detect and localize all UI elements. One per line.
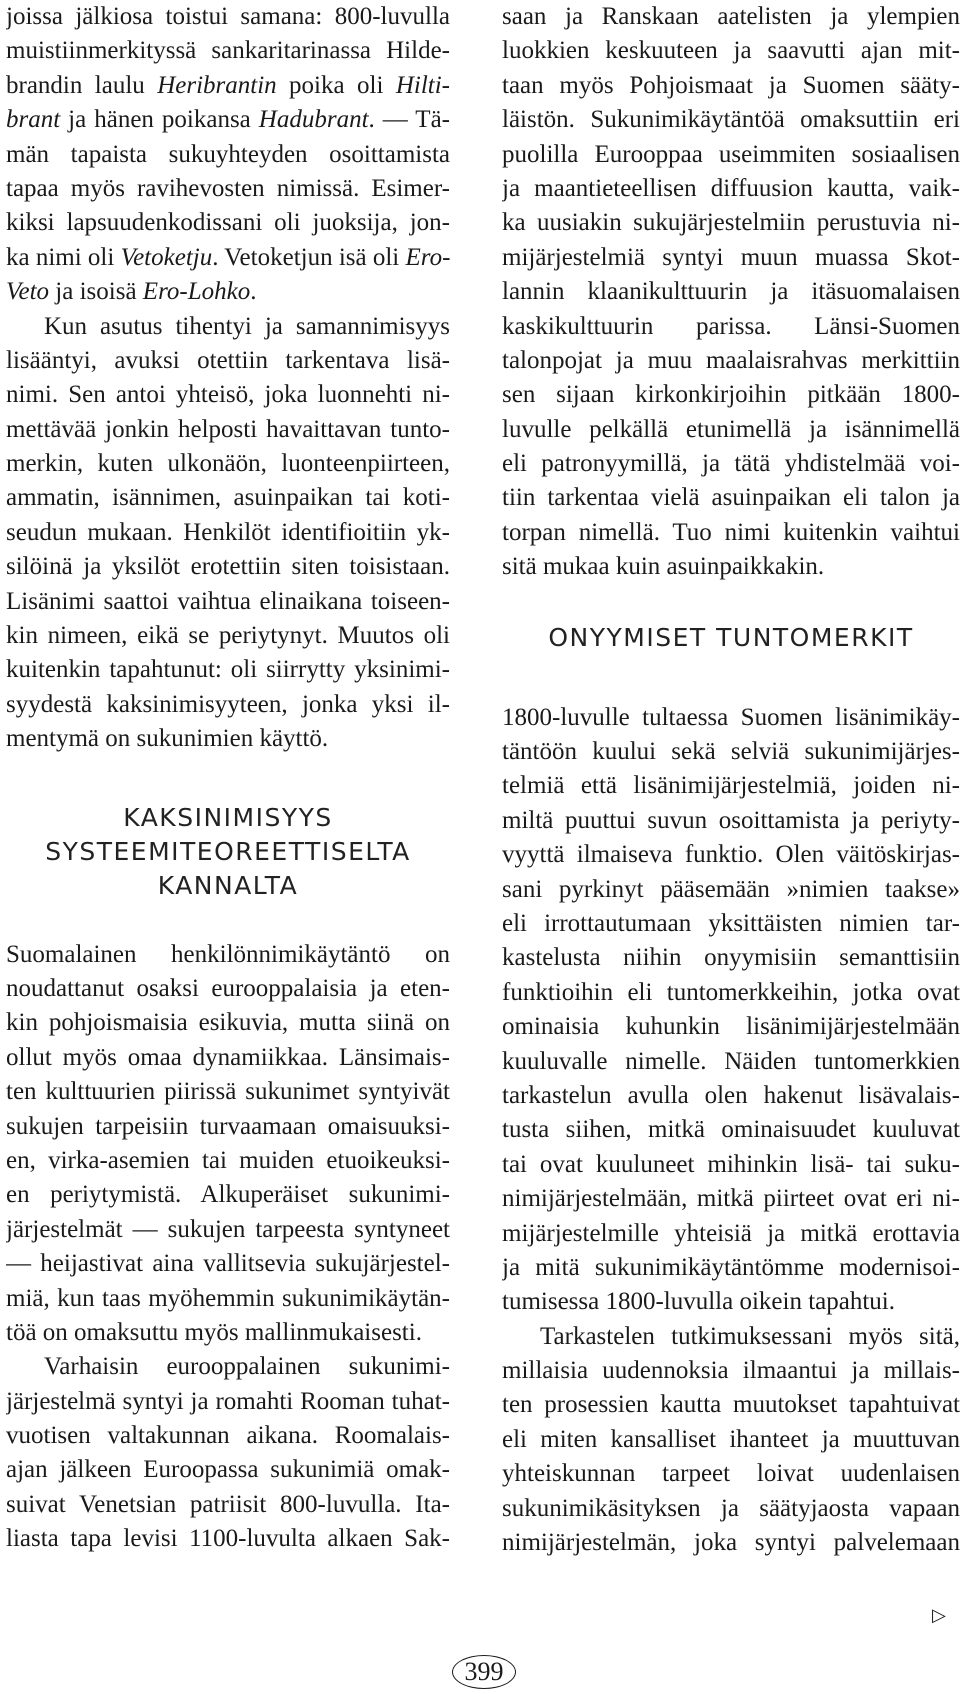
text-line: mijärjestelmiä syntyi muun muassa Skot-: [502, 243, 960, 271]
text-line: kin nimeen, eikä se periytynyt. Muutos oli: [6, 622, 450, 650]
text-line: vuotisen valtakunnan aikana. Roomalais-: [6, 1422, 450, 1450]
text-line: kaskikulttuurin parissa. Länsi-Suomen: [502, 312, 960, 340]
text-line: eli irrottautumaan yksittäisten nimien tar-: [502, 909, 960, 937]
text-line: en periytymistä. Alkuperäiset sukunimi-: [6, 1181, 450, 1209]
page-number: 399: [452, 1655, 516, 1689]
name-eroveto-part: Veto: [6, 278, 50, 306]
text-line: eli miten kansalliset ihanteet ja muuttuvan: [502, 1425, 960, 1453]
text-line: ajan jälkeen Euroopassa sukunimiä omak-: [6, 1456, 450, 1484]
text-line: ten prosessien kautta muutokset tapahtuivat: [502, 1391, 960, 1419]
text-line: talonpojat ja muu maalaisrahvas merkittiin: [502, 346, 960, 374]
text-line: [6, 275, 450, 309]
text-line: ja mitä sukunimikäytäntömme modernisoi-: [502, 1253, 960, 1281]
text-line: millaisia uudennoksia ilmaantui ja millais-: [502, 1357, 960, 1385]
text-line: Kun asutus tihentyi ja samannimisyys: [44, 312, 450, 340]
text-line: en, virka-asemien tai muiden etuoikeuksi-: [6, 1146, 450, 1174]
text-line: puolilla Eurooppaa useimmiten sosiaalisen: [502, 140, 960, 168]
name-hiltibrant-part: brant: [6, 106, 61, 134]
name-hiltibrant-part: Hilti-: [395, 71, 450, 99]
text-line: syydestä kaksinimisyyteen, jonka yksi il-: [6, 690, 450, 718]
text-line: täntöön kuului sekä selviä sukunimijärjes-: [502, 738, 960, 766]
text-line: ominaisia kuhunkin lisänimijärjestelmään: [502, 1013, 960, 1041]
text-line: ja maantieteellisen diffuusion kautta, vaik-: [502, 174, 960, 202]
left-paragraph-2: [6, 310, 450, 757]
text-line: tapaa myös ravihevosten nimissä. Esimer-: [6, 174, 450, 202]
spacer: [502, 585, 960, 621]
text-line: ten kulttuurien piirissä sukunimet syntyivät: [6, 1078, 450, 1106]
text-line: nimijärjestelmän, joka syntyi palvelemaan: [502, 1529, 960, 1557]
spacer: [6, 903, 450, 938]
text-line: lisääntyi, avuksi otettiin tarkentava lisä-: [6, 346, 450, 374]
text-line: läistön. Sukunimikäytäntöä omaksuttiin eri: [502, 106, 960, 134]
text-line: järjestelmät — sukujen tarpeesta syntyneet: [6, 1215, 450, 1243]
text-line: vyyttä ilmaiseva funktio. Olen väitöskirjas-: [502, 841, 960, 869]
text-line: telmiä että lisänimijärjestelmiä, joiden ni-: [502, 772, 960, 800]
text-line: nimi. Sen antoi yhteisö, joka luonnehti ni-: [6, 381, 450, 409]
text-line: kiksi lapsuudenkodissani oli juoksija, jon-: [6, 209, 450, 237]
text-run: ja isoisä: [49, 278, 143, 306]
name-vetoketju: Vetoketju: [120, 243, 213, 271]
section-heading-onyymiset: ONYYMISET TUNTOMERKIT: [548, 622, 914, 652]
text-line: Tarkastelen tutkimuksessani myös sitä,: [540, 1322, 960, 1350]
left-paragraph-3: [6, 938, 450, 1351]
text-line: miä, kun taas myöhemmin sukunimikäytän-: [6, 1284, 450, 1312]
text-line: miltä puuttui suvun osoittamista ja periyty-: [502, 806, 960, 834]
spacer: [502, 655, 960, 701]
right-paragraph-3: [502, 1320, 960, 1561]
right-paragraph-2: [502, 701, 960, 1320]
text-line: mettävää jonkin helposti havaittavan tunto-: [6, 415, 450, 443]
text-line: ollut myös omaa dynamiikkaa. Länsimais-: [6, 1043, 450, 1071]
text-run: . Vetoketjun isä oli: [212, 243, 406, 271]
text-line: funktioihin eli tuntomerkkeihin, jotka ovat: [502, 978, 960, 1006]
text-line: seudun mukaan. Henkilöt identifioitiin yk-: [6, 518, 450, 546]
text-line: sani pyrkinyt pääsemään »nimien taakse»: [502, 875, 960, 903]
text-line: järjestelmä syntyi ja romahti Rooman tuhat-: [6, 1387, 450, 1415]
name-erolohko: Ero-Lohko: [142, 278, 251, 306]
text-line: tarkastelun avulla olen hakenut lisävalais-: [502, 1081, 960, 1109]
left-paragraph-1: [6, 0, 450, 310]
heading-line: KAKSINIMISYYS: [123, 802, 333, 832]
text-line: saan ja Ranskaan aatelisten ja ylempien: [502, 3, 960, 30]
text-line: mentymä on sukunimien käyttö.: [6, 725, 329, 753]
text-line: Suomalainen henkilönnimikäytäntö on: [6, 940, 450, 968]
right-column: [502, 0, 960, 1560]
text-run: poika oli: [276, 71, 396, 99]
text-line: Varhaisin eurooppalainen sukunimi-: [44, 1353, 450, 1381]
name-heribrant: Heribrantin: [157, 71, 277, 99]
text-line: [6, 69, 450, 103]
text-line: silöinä ja yksilöt erotettiin siten toisistaan.: [6, 553, 450, 581]
text-run: ka nimi oli: [6, 243, 121, 271]
text-line: Lisänimi saattoi vaihtua elinaikana toiseen-: [6, 587, 450, 615]
text-line: sitä mukaa kuin asuinpaikkakin.: [502, 553, 825, 581]
text-line: noudattanut osaksi eurooppalaisia ja eten-: [6, 974, 450, 1002]
text-line: tiin tarkentaa vielä asuinpaikan eli talon ja: [502, 484, 960, 512]
spacer: [6, 757, 450, 801]
text-line: luokkien keskuuteen ja saavutti ajan mit-: [502, 37, 960, 65]
text-run: brandin laulu: [6, 71, 158, 99]
text-line: [6, 241, 450, 275]
continue-arrow-icon: ▷: [932, 1605, 946, 1626]
text-line: sen sijaan kirkonkirjoihin pitkään 1800-: [502, 381, 960, 409]
text-run: . — Tä-: [368, 106, 450, 134]
heading-line: KANNALTA: [157, 870, 299, 900]
name-hadubrant: Hadubrant: [258, 106, 369, 134]
text-line: ammatin, isännimen, asuinpaikan tai koti-: [6, 484, 450, 512]
text-line: sukujen tarpeisiin turvaamaan omaisuuksi-: [6, 1112, 450, 1140]
text-line: töä on omaksuttu myös mallinmukaisesti.: [6, 1318, 422, 1346]
text-line: eli patronyymillä, ja tätä yhdistelmää voi-: [502, 450, 960, 478]
text-line: muistiinmerkityssä sankaritarinassa Hilde-: [6, 37, 450, 65]
text-line: yhteiskunnan tarpeet loivat uudenlaisen: [502, 1460, 960, 1488]
text-line: tai ovat kuuluneet mihinkin lisä- tai suku-: [502, 1150, 960, 1178]
text-line: joissa jälkiosa toistui samana: 800-luvulla: [6, 3, 450, 30]
text-line: mijärjestelmille yhteisiä ja mitkä erottavia: [502, 1219, 960, 1247]
text-line: suivat Venetsian patriisit 800-luvulla. Ita-: [6, 1490, 450, 1518]
text-run: ja hänen poikansa: [60, 106, 259, 134]
text-line: 1800-luvulle tultaessa Suomen lisänimikäy-: [502, 703, 960, 731]
text-line: merkin, kuten ulkonäön, luonteenpiirteen,: [6, 450, 450, 478]
text-line: nimijärjestelmään, mitkä piirteet ovat eri ni-: [502, 1185, 960, 1213]
text-line: kastelusta niihin onyymisiin semanttisiin: [502, 944, 960, 972]
left-column: [6, 0, 450, 1557]
text-line: liasta tapa levisi 1100-luvulta alkaen Sak-: [6, 1525, 450, 1553]
text-line: taan myös Pohjoismaat ja Suomen sääty-: [502, 71, 960, 99]
text-line: lannin klaanikulttuurin ja itäsuomalaisen: [502, 278, 960, 306]
text-line: kuitenkin tapahtunut: oli siirrytty yksinimi-: [6, 656, 450, 684]
text-line: sukunimikäsityksen ja säätyjaosta vapaan: [502, 1494, 960, 1522]
name-eroveto-part: Ero-: [405, 243, 450, 271]
text-run: .: [250, 278, 257, 306]
text-line: luvulle pelkällä etunimellä ja isännimellä: [502, 415, 960, 443]
text-line: män tapaista sukuyhteyden osoittamista: [6, 140, 450, 168]
section-heading-kaksinimisyys: [6, 801, 450, 903]
text-line: [6, 103, 450, 137]
text-line: tumisessa 1800-luvulla oikein tapahtui.: [502, 1288, 895, 1316]
text-line: tusta siihen, mitkä ominaisuudet kuuluvat: [502, 1116, 960, 1144]
text-line: ka uusiakin sukujärjestelmiin perustuvia ni-: [502, 209, 960, 237]
text-line: kin pohjoismaisia esikuvia, mutta siinä on: [6, 1009, 450, 1037]
text-line: torpan nimellä. Tuo nimi kuitenkin vaihtui: [502, 518, 960, 546]
heading-line: SYSTEEMITEOREETTISELTA: [45, 836, 411, 866]
right-paragraph-1: [502, 0, 960, 585]
text-line: kuuluvalle nimelle. Näiden tuntomerkkien: [502, 1047, 960, 1075]
left-paragraph-4: [6, 1350, 450, 1556]
text-line: — heijastivat aina vallitsevia sukujärjestel-: [6, 1250, 450, 1278]
